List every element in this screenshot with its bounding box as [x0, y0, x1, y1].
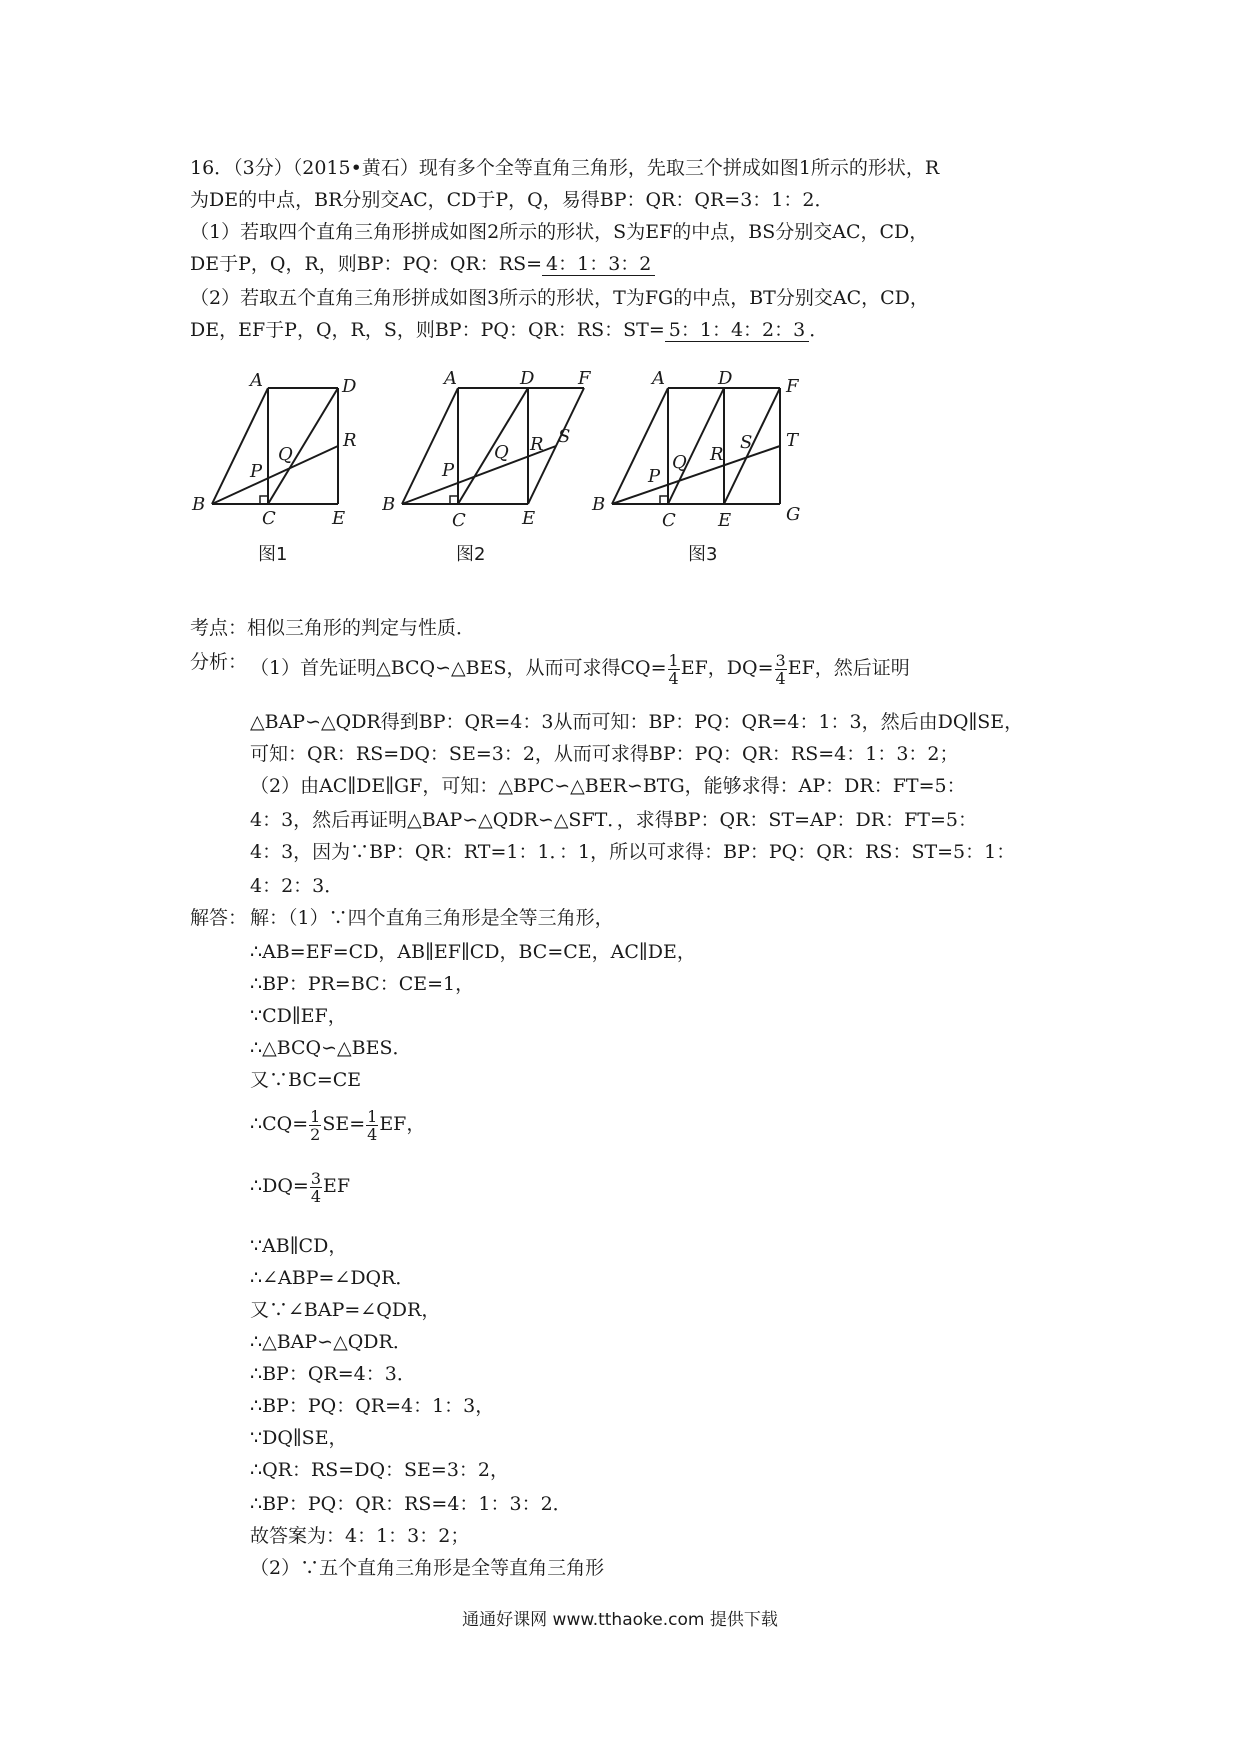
fraction-numerator: 1	[668, 650, 679, 670]
figure-2	[382, 370, 592, 534]
solution-line-8b: EF	[323, 1175, 351, 1197]
fraction-denominator: 4	[668, 668, 679, 688]
fig3-label-P: P	[648, 466, 661, 487]
fraction-three-quarters	[310, 1170, 322, 1205]
solution-line-18: 故答案为：4：1：3：2；	[250, 1525, 470, 1547]
fig3-label-E: E	[718, 510, 732, 530]
solution-line-12: ∴△BAP∽△QDR．	[250, 1331, 412, 1353]
part2-line-2	[190, 318, 828, 342]
figure-1	[190, 370, 360, 534]
fig2-label-F: F	[578, 370, 591, 389]
solution-line-17: ∴BP：PQ：QR：RS=4：1：3：2．	[250, 1493, 572, 1515]
solution-label: 解答：	[190, 907, 248, 929]
analysis-line-4: （2）由AC∥DE∥GF，可知：△BPC∽△BER∽BTG，能够求得：AP：DR：FT=5：	[250, 775, 966, 797]
fig1-label-P: P	[250, 461, 263, 482]
solution-line-2: ∴AB=EF=CD，AB∥EF∥CD，BC=CE，AC∥DE，	[250, 941, 696, 963]
analysis-line-2: △BAP∽△QDR得到BP：QR=4：3从而可知：BP：PQ：QR=4：1：3，然后由DQ∥SE，	[250, 711, 1024, 733]
fraction-numerator: 3	[310, 1168, 322, 1188]
fraction-dq	[775, 652, 787, 687]
fig3-label-T: T	[786, 430, 799, 451]
solution-line-9: ∵AB∥CD，	[250, 1235, 348, 1257]
solution-line-15: ∵DQ∥SE，	[250, 1427, 348, 1449]
figure-2-caption: 图2	[456, 544, 486, 565]
analysis-line-1c: EF，然后证明	[787, 657, 910, 679]
part1-answer: 4：1：3：2	[542, 253, 655, 276]
fig1-label-Q: Q	[278, 444, 293, 465]
solution-line-19: （2）∵五个直角三角形是全等直角三角形	[250, 1557, 605, 1579]
solution-line-7a: ∴CQ=	[250, 1113, 309, 1135]
analysis-label: 分析：	[190, 651, 248, 673]
solution-line-7b: SE=	[322, 1113, 366, 1135]
analysis-line-1	[250, 648, 910, 688]
figure-1-diagram	[190, 370, 360, 530]
solution-line-5: ∴△BCQ∽△BES．	[250, 1037, 412, 1059]
solution-line-14: ∴BP：PQ：QR=4：1：3，	[250, 1395, 495, 1417]
solution-line-11: 又∵∠BAP=∠QDR，	[250, 1299, 441, 1321]
fig2-label-C: C	[452, 510, 466, 530]
analysis-line-7: 4：2：3．	[250, 875, 344, 897]
part1-text: DE于P，Q，R，则BP：PQ：QR：RS=	[190, 253, 543, 275]
fraction-denominator: 4	[775, 668, 786, 688]
fig3-label-F: F	[786, 376, 799, 397]
part2-line-1: （2）若取五个直角三角形拼成如图3所示的形状，T为FG的中点，BT分别交AC，CD，	[190, 287, 929, 309]
fraction-denominator: 4	[367, 1124, 378, 1144]
fraction-numerator: 3	[775, 650, 786, 670]
figure-3-caption: 图3	[688, 544, 718, 565]
fraction-cq	[668, 652, 680, 687]
page-footer: 通通好课网 www.tthaoke.com 提供下载	[462, 1610, 778, 1630]
fraction-numerator: 1	[367, 1106, 378, 1126]
fig2-label-Q: Q	[494, 442, 509, 463]
fig3-label-A: A	[652, 368, 665, 389]
fig1-label-E: E	[332, 508, 346, 529]
fig3-label-G: G	[786, 504, 801, 525]
figure-1-caption: 图1	[258, 544, 288, 565]
fraction-denominator: 2	[310, 1124, 321, 1144]
analysis-line-5: 4：3，然后再证明△BAP∽△QDR∽△SFT．，求得BP：QR：ST=AP：DR：FT=5：	[250, 809, 977, 831]
solution-line-3: ∴BP：PR=BC：CE=1，	[250, 973, 475, 995]
part2-text: DE，EF于P，Q，R，S，则BP：PQ：QR：RS：ST=	[190, 319, 665, 341]
fig2-label-R: R	[530, 434, 544, 455]
fig2-label-D: D	[520, 370, 535, 389]
solution-line-16: ∴QR：RS=DQ：SE=3：2，	[250, 1459, 510, 1481]
figure-3-diagram	[590, 360, 820, 530]
fig2-label-P: P	[442, 460, 455, 481]
fig1-label-A: A	[250, 370, 263, 391]
analysis-line-6: 4：3，因为∵BP：QR：RT=1：1．：1，所以可求得：BP：PQ：QR：RS：ST=5：1：	[250, 841, 1016, 863]
part1-line-1: （1）若取四个直角三角形拼成如图2所示的形状，S为EF的中点，BS分别交AC，CD，	[190, 221, 929, 243]
fraction-numerator: 1	[310, 1106, 321, 1126]
fig1-label-D: D	[342, 376, 357, 397]
analysis-line-1b: EF，DQ=	[680, 657, 774, 679]
part1-line-2	[190, 252, 655, 276]
solution-line-8	[250, 1164, 350, 1208]
fig3-label-B: B	[592, 494, 606, 515]
fig3-label-Q: Q	[672, 452, 687, 473]
fraction-quarter	[366, 1108, 378, 1143]
question-line-2: 为DE的中点，BR分别交AC，CD于P，Q，易得BP：QR：QR=3：1：2．	[190, 189, 834, 211]
part2-answer: 5：1：4：2：3	[665, 319, 809, 342]
fig3-label-S: S	[740, 432, 753, 453]
fig1-label-R: R	[343, 430, 357, 451]
figure-3	[590, 360, 820, 534]
solution-line-10: ∴∠ABP=∠DQR．	[250, 1267, 415, 1289]
solution-line-7	[250, 1102, 425, 1146]
fig2-label-E: E	[522, 508, 536, 529]
question-line-1: 16．（3分）（2015•黄石）现有多个全等直角三角形，先取三个拼成如图1所示的形状，R	[190, 157, 940, 179]
solution-line-4: ∵CD∥EF，	[250, 1005, 347, 1027]
fig2-label-S: S	[558, 426, 571, 447]
fraction-denominator: 4	[310, 1186, 322, 1206]
analysis-line-3: 可知：QR：RS=DQ：SE=3：2，从而可求得BP：PQ：QR：RS=4：1：3：2；	[250, 743, 959, 765]
solution-line-7c: EF，	[379, 1113, 426, 1135]
part2-end: ．	[809, 319, 829, 341]
kaodian: 考点：相似三角形的判定与性质．	[190, 617, 476, 639]
analysis-line-1a: （1）首先证明△BCQ∽△BES，从而可求得CQ=	[250, 657, 667, 679]
solution-line-13: ∴BP：QR=4：3．	[250, 1363, 416, 1385]
figure-2-diagram	[382, 370, 592, 530]
fig3-label-C: C	[662, 510, 676, 530]
fig2-label-A: A	[444, 370, 457, 389]
solution-line-8a: ∴DQ=	[250, 1175, 309, 1197]
fig3-label-R: R	[710, 444, 724, 465]
solution-line-1: 解：（1）∵四个直角三角形是全等三角形，	[250, 907, 614, 929]
fig1-label-B: B	[192, 494, 206, 515]
solution-line-6: 又∵BC=CE	[250, 1069, 362, 1091]
fraction-half	[309, 1108, 321, 1143]
fig2-label-B: B	[382, 494, 396, 515]
fig3-label-D: D	[718, 368, 733, 389]
fig1-label-C: C	[262, 508, 276, 529]
